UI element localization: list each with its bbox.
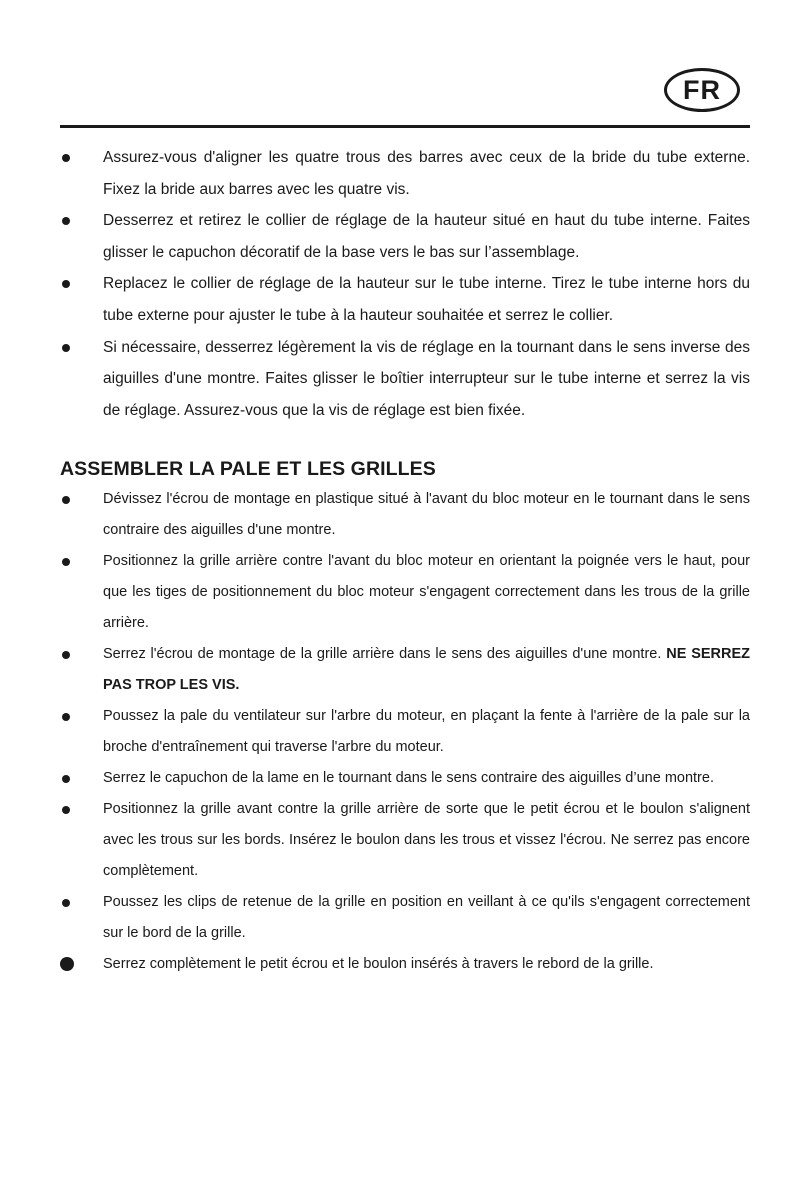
list-item-text: Serrez l'écrou de montage de la grille arrière dans le sens des aiguilles d'une montre.	[103, 646, 662, 662]
bullet-icon	[62, 344, 70, 352]
list-item-text: Serrez complètement le petit écrou et le boulon insérés à travers le rebord de la grille.	[103, 956, 654, 972]
list-item-text: Poussez les clips de retenue de la grille en position en veillant à ce qu'ils s'engagent correctement sur le bord de la grille.	[103, 894, 750, 941]
list-item-text: Dévissez l'écrou de montage en plastique situé à l'avant du bloc moteur en le tournant dans le sens contraire des aiguilles d'une montre.	[103, 491, 750, 538]
list-item	[60, 639, 750, 701]
section-title: ASSEMBLER LA PALE ET LES GRILLES	[60, 458, 436, 480]
bullet-icon	[62, 154, 70, 162]
list-item-text: Positionnez la grille arrière contre l'avant du bloc moteur en orientant la poignée vers le haut, pour que les tiges de positionnement du bloc moteur s'engagent correctement dans les trous de la grille arrière.	[103, 553, 750, 631]
list-item	[60, 142, 750, 205]
bullet-icon	[62, 651, 70, 659]
list-item-text: Desserrez et retirez le collier de réglage de la hauteur situé en haut du tube interne. Faites glisser le capuchon décoratif de la base vers le bas sur l’assemblage.	[103, 212, 750, 261]
bullet-icon	[62, 899, 70, 907]
bullet-icon	[62, 775, 70, 783]
bullet-icon	[62, 217, 70, 225]
list-item	[60, 268, 750, 331]
instruction-list-1	[60, 142, 750, 426]
instruction-list-2	[60, 484, 750, 980]
bullet-icon	[62, 806, 70, 814]
bullet-icon	[62, 713, 70, 721]
list-item	[60, 701, 750, 763]
list-item-text: Positionnez la grille avant contre la grille arrière de sorte que le petit écrou et le boulon s'alignent avec les trous sur les bords. Insérez le boulon dans les trous et vissez l'écrou. Ne serrez pas encore complètement.	[103, 801, 750, 879]
bullet-icon	[60, 957, 74, 971]
list-item	[60, 332, 750, 427]
bullet-icon	[62, 280, 70, 288]
bullet-icon	[62, 496, 70, 504]
list-item-text: Poussez la pale du ventilateur sur l'arbre du moteur, en plaçant la fente à l'arrière de la pale sur la broche d'entraînement qui traverse l'arbre du moteur.	[103, 708, 750, 755]
list-item	[60, 794, 750, 887]
warning-text: NE SERREZ PAS TROP LES VIS.	[103, 646, 751, 693]
bullet-icon	[62, 558, 70, 566]
list-item	[60, 887, 750, 949]
list-item-text: Assurez-vous d'aligner les quatre trous des barres avec ceux de la bride du tube externe. Fixez la bride aux barres avec les quatre vis.	[103, 149, 750, 198]
list-item	[60, 949, 750, 980]
list-item-text: Serrez le capuchon de la lame en le tournant dans le sens contraire des aiguilles d’une montre.	[103, 770, 714, 786]
list-item	[60, 484, 750, 546]
list-item-text: Replacez le collier de réglage de la hauteur sur le tube interne. Tirez le tube interne hors du tube externe pour ajuster le tube à la hauteur souhaitée et serrez le collier.	[103, 275, 750, 324]
list-item	[60, 763, 750, 794]
list-item	[60, 205, 750, 268]
list-item	[60, 546, 750, 639]
language-badge: FR	[664, 68, 740, 112]
header-divider	[60, 125, 750, 128]
list-item-text: Si nécessaire, desserrez légèrement la vis de réglage en la tournant dans le sens inverse des aiguilles d'une montre. Faites glisser le boîtier interrupteur sur le tube interne et serrez la vis de réglage. Assurez-vous que la vis de réglage est bien fixée.	[103, 338, 750, 419]
